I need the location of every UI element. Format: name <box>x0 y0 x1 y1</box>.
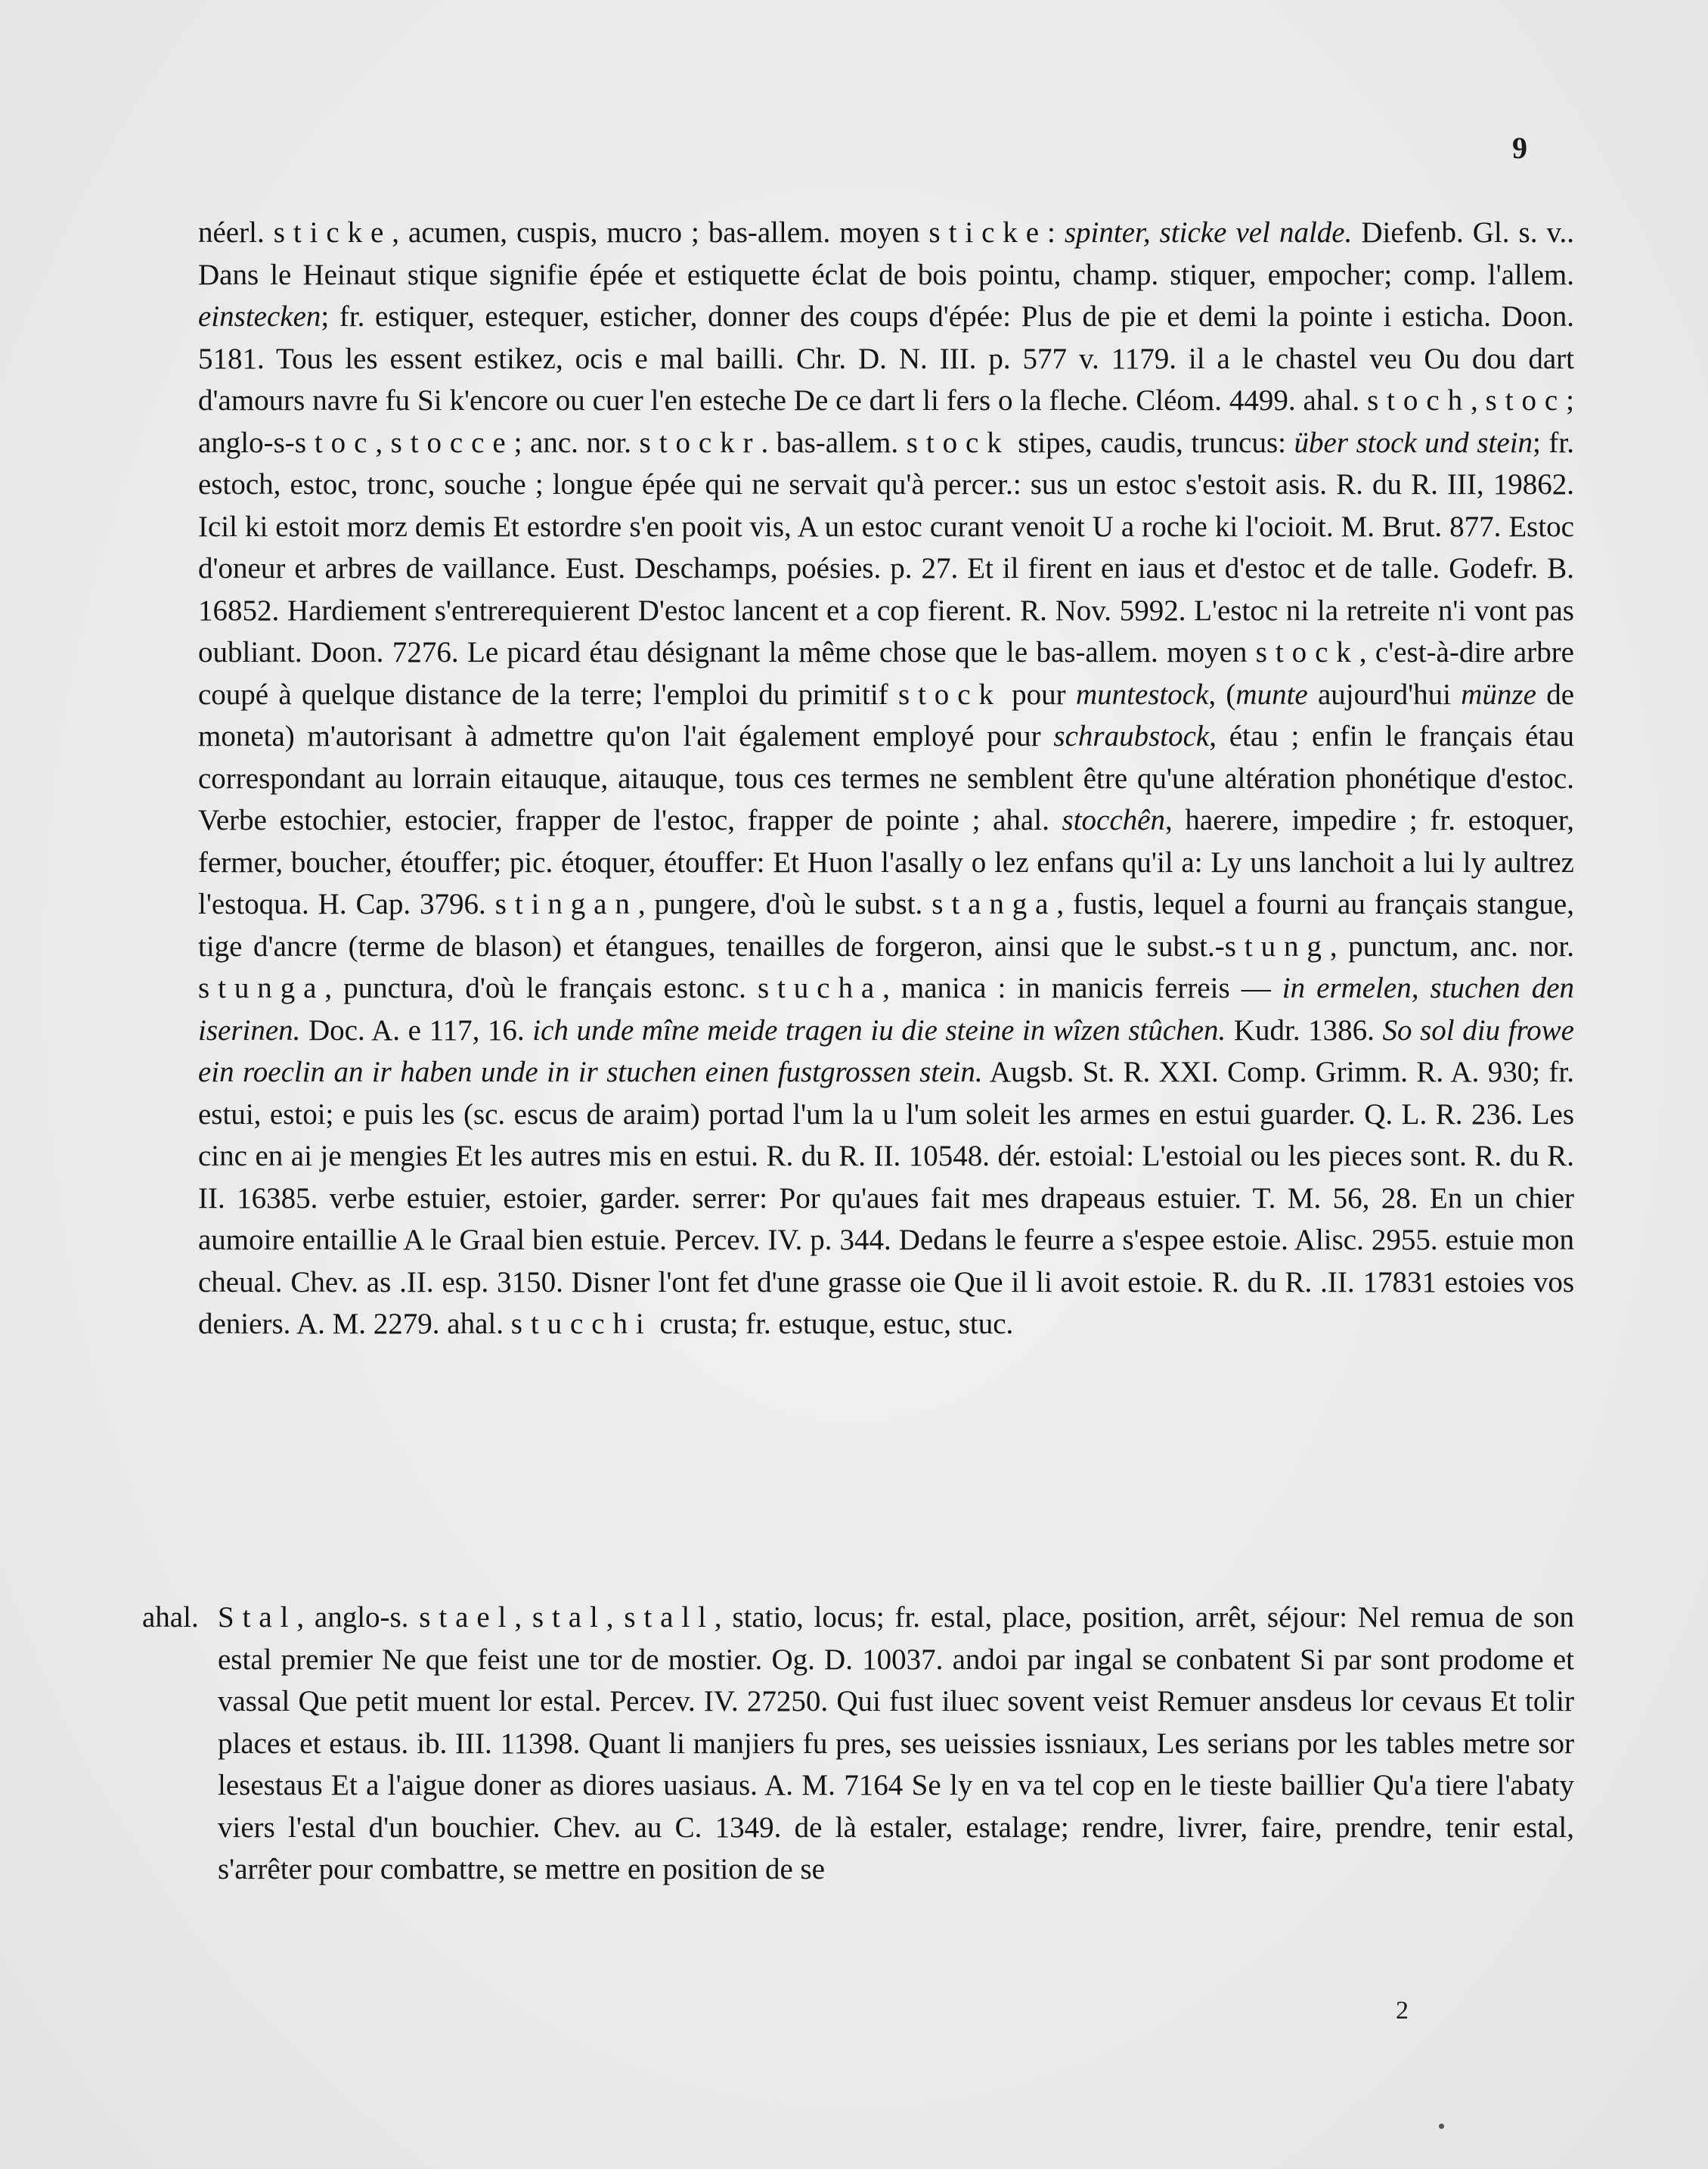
text-run: , <box>375 426 391 459</box>
text-run: , pungere, d'où le subst. <box>637 888 932 920</box>
text-run: aujourd'hui <box>1307 678 1462 711</box>
text-run: , étau ; enfin le français étau correspondant au lorrain eitauque, aitauque, tous ces termes ne semblent être qu'une altération phonétique d'estoc. Verbe estochier, estocier, frapper de l'estoc, frapper de pointe ; ahal. <box>198 720 1574 836</box>
entry-margin-label: ahal. <box>142 1601 199 1634</box>
italic-quote: über stock und stein <box>1294 426 1533 459</box>
italic-quote: ich unde mîne meide tragen iu die steine in wîzen stûchen. <box>532 1013 1226 1047</box>
spaced-term: stucchi <box>510 1308 653 1340</box>
text-run: , ( <box>1208 678 1236 711</box>
text-run: , haerere, impedire ; fr. estoquer, fermer, boucher, étouffer; pic. étoquer, étouffer: Et Huon l'asally o lez enfans qu'il a: Ly uns lanchoit a lui ly aultrez l'estoqua. H. Cap. 3796. <box>198 804 1574 920</box>
headword: Stal <box>218 1601 297 1634</box>
italic-quote: muntestock <box>1075 678 1209 711</box>
italic-quote: einstecken <box>198 300 321 333</box>
spaced-term: sticke <box>273 216 392 249</box>
text-run: , fustis, lequel a fourni au français stangue, tige d'ancre (terme de blason) et étangues, tenailles de forgeron, ainsi que le subst.- <box>198 888 1574 963</box>
text-run: , punctum, anc. nor. <box>1329 929 1574 963</box>
spaced-term: stunga <box>198 972 325 1004</box>
main-paragraph <box>198 212 1574 1345</box>
italic-quote: münze <box>1461 678 1536 711</box>
text-run: pour <box>1001 678 1076 711</box>
text-run: , acumen, cuspis, mucro ; bas-allem. moyen <box>392 216 929 249</box>
spaced-term: stoch <box>1367 384 1471 417</box>
speck-mark <box>1439 2124 1444 2129</box>
text-run: Diefenb. Gl. s. v.. Dans le Heinaut stique signifie épée et estiquette éclat de bois pointu, champ. stiquer, empocher; comp. l'allem. <box>198 216 1574 291</box>
spaced-term: stucha <box>757 972 883 1004</box>
spaced-term: stung <box>1224 929 1330 963</box>
entry-stal <box>142 1596 1574 1891</box>
italic-quote: stocchên <box>1062 804 1165 836</box>
spaced-term: sticke <box>928 216 1047 249</box>
text-run: ; anglo-s- <box>198 384 1574 459</box>
italic-quote: spinter, sticke vel nalde. <box>1064 216 1353 249</box>
text-run: stipes, caudis, truncus: <box>1009 426 1294 459</box>
text-run: , <box>514 1601 532 1634</box>
text-run: Kudr. 1386. <box>1226 1013 1383 1047</box>
spaced-term: stall <box>624 1601 715 1634</box>
spaced-term: stingan <box>494 888 638 920</box>
text-run: , <box>1471 384 1486 417</box>
spaced-term: stael <box>419 1601 515 1634</box>
paragraph-stoc <box>198 212 1574 1345</box>
text-run: néerl. <box>198 216 274 249</box>
text-run: crusta; fr. estuque, estuc, stuc. <box>652 1308 1014 1340</box>
text-run: , c'est-à-dire arbre coupé à quelque distance de la terre; l'emploi du primitif <box>198 636 1574 711</box>
spaced-term: stock <box>897 678 1002 711</box>
spaced-term: stock <box>1255 636 1359 669</box>
italic-quote: in ermelen, stuchen den iserinen. <box>198 972 1574 1047</box>
italic-quote: munte <box>1235 678 1308 711</box>
spaced-term: stanga <box>931 888 1057 920</box>
page-number: 9 <box>1512 131 1527 165</box>
spaced-term: stoc <box>294 426 376 459</box>
spaced-term: stoc <box>1485 384 1567 417</box>
text-run: . bas-allem. <box>761 426 907 459</box>
spaced-term: stock <box>906 426 1010 459</box>
text-run: ; fr. estiquer, estequer, esticher, donner des coups d'épée: Plus de pie et demi la pointe i esticha. Doon. 5181. Tous les essent estikez, ocis e mal bailli. Chr. D. N. III. p. 577 v. 1179. il a le chastel veu Ou dou dart d'amours navre fu Si k'encore ou cuer l'en esteche De ce dart li fers o la fleche. Cléom. 4499. ahal. <box>198 300 1574 417</box>
text-run: Doc. A. e 117, 16. <box>300 1013 533 1047</box>
spaced-term: stockr <box>639 426 761 459</box>
text-run: : <box>1046 216 1065 249</box>
text-run: de moneta) m'autorisant à admettre qu'on l'ait également employé pour <box>198 678 1575 752</box>
spaced-term: stocce <box>390 426 514 459</box>
text-run: , <box>606 1601 625 1634</box>
text-run: , punctura, d'où le français estonc. <box>324 972 758 1004</box>
text-run: ; fr. estoch, estoc, tronc, souche ; longue épée qui ne servait qu'à percer.: sus un estoc s'estoit asis. R. du R. III, 19862. Icil ki estoit morz demis Et estordre s'en pooit vis, A un estoc curant venoit U a roche ki l'ocioit. M. Brut. 877. Estoc d'oneur et arbres de vaillance. Eust. Deschamps, poésies. p. 27. Et il firent en iaus et d'estoc et de talle. Godefr. B. 16852. Hardiement s'entrerequierent D'estoc lancent et a cop fierent. R. Nov. 5992. L'estoc ni la retreite n'i vont pas oubliant. Doon. 7276. Le picard étau désignant la même chose que le bas-allem. moyen <box>198 426 1575 669</box>
text-run: , statio, locus; fr. estal, place, position, arrêt, séjour: Nel remua de son estal premier Ne que feist une tor de mostier. Og. D. 10037. andoi par ingal se conbatent Si par sont prodome et vassal Que petit muent lor estal. Percev. IV. 27250. Qui fust iluec sovent veist Remuer ansdeus lor cevaus Et tolir places et estaus. ib. III. 11398. Quant li manjiers fu pres, ses ueissies issniaux, Les serians por les tables metre sor lesestaus Et a l'aigue doner as diores uasiaus. A. M. 7164 Se ly en va tel cop en le tieste baillier Qu'a tiere l'abaty viers l'estal d'un bouchier. Chev. au C. 1349. de là estaler, estalage; rendre, livrer, faire, prendre, tenir estal, s'arrêter pour combattre, se mettre en position de se <box>218 1601 1575 1885</box>
text-run: Augsb. St. R. XXI. Comp. Grimm. R. A. 930; fr. estui, estoi; e puis les (sc. escus de araim) portad l'um la u l'um soleit les armes en estui guarder. Q. L. R. 236. Les cinc en ai je mengies Et les autres mis en estui. R. du R. II. 10548. dér. estoial: L'estoial ou les pieces sont. R. du R. II. 16385. verbe estuier, estoier, garder. serrer: Por qu'aues fait mes drapeaus estuier. T. M. 56, 28. En un chier aumoire entaillie A le Graal bien estuie. Percev. IV. p. 344. Dedans le feurre a s'espee estoie. Alisc. 2955. estuie mon cheual. Chev. as .II. esp. 3150. Disner l'ont fet d'une grasse oie Que il li avoit estoie. R. du R. .II. 17831 estoies vos deniers. A. M. 2279. ahal. <box>198 1056 1575 1340</box>
text-run: , manica : in manicis ferreis — <box>882 972 1282 1004</box>
signature-mark: 2 <box>1396 1997 1409 2025</box>
text-run: , anglo-s. <box>296 1601 420 1634</box>
spaced-term: stal <box>532 1601 606 1634</box>
italic-quote: schraubstock <box>1053 720 1210 752</box>
text-run: ; anc. nor. <box>513 426 640 459</box>
italic-quote: So sol diu frowe ein roeclin an ir haben unde in ir stuchen einen fustgrossen stein. <box>198 1013 1574 1088</box>
entry-stal-text <box>218 1596 1574 1891</box>
